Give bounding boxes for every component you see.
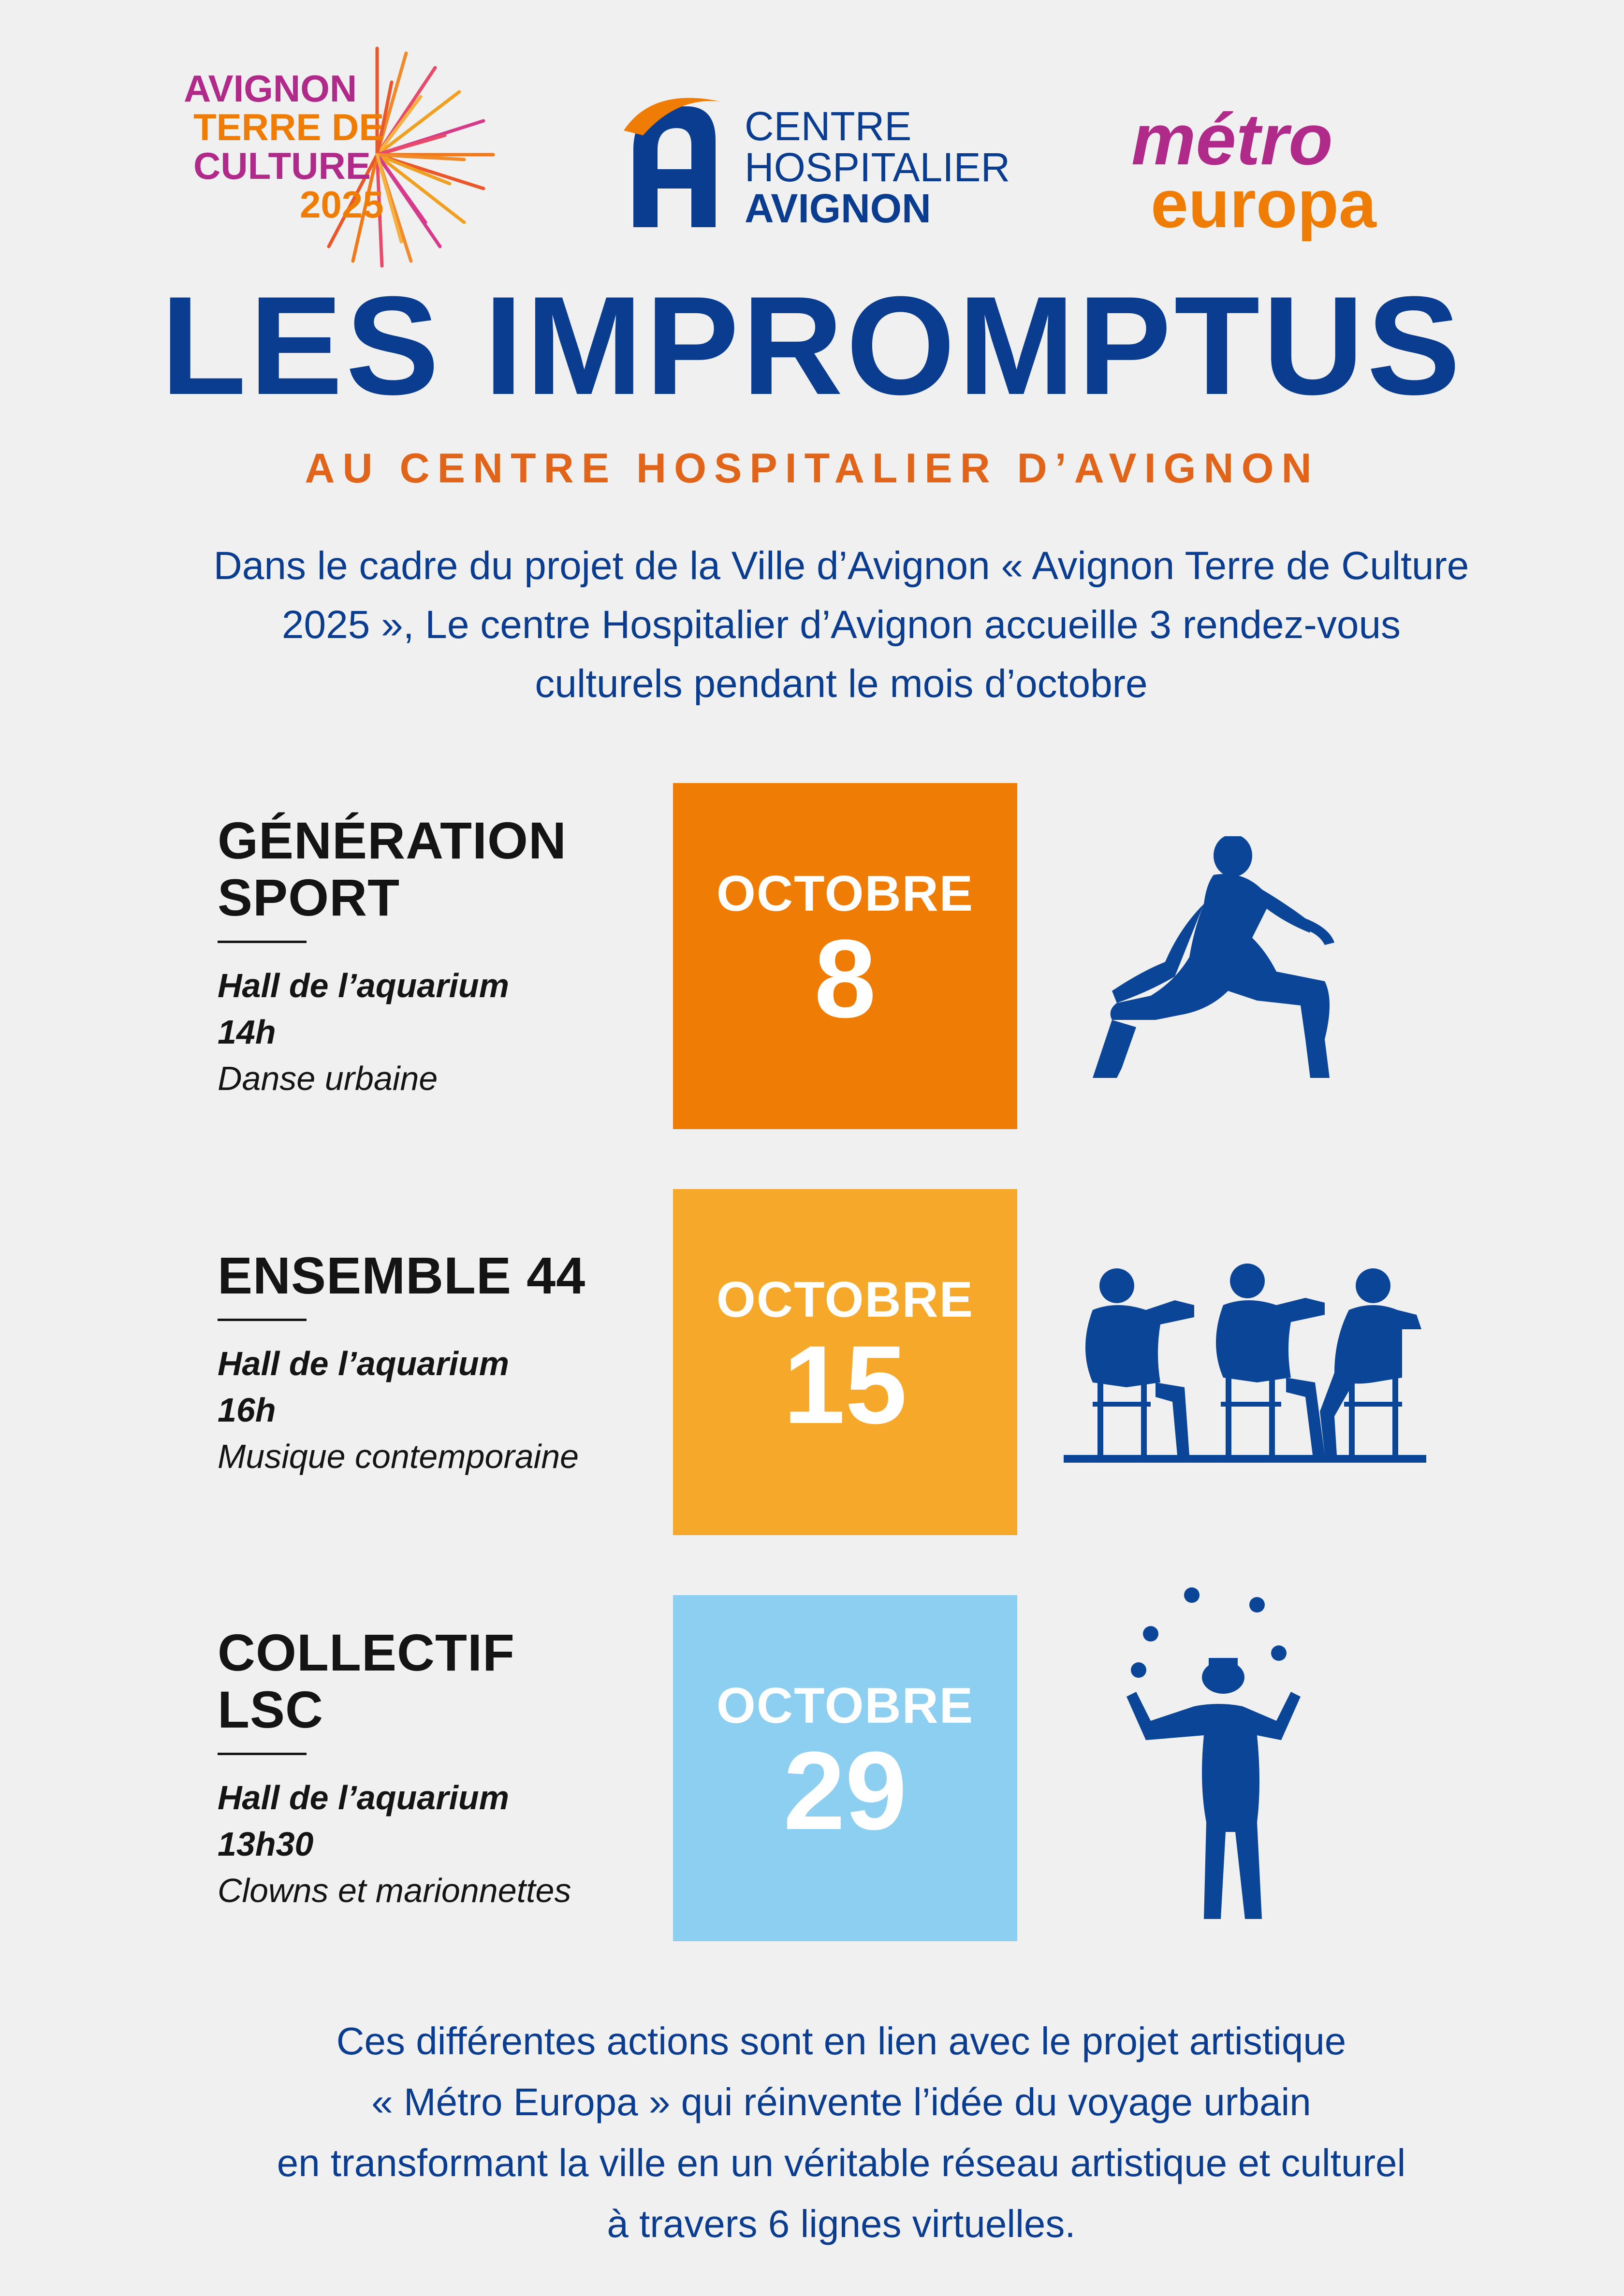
event-3-details <box>218 1624 653 1914</box>
svg-text:AVIGNON: AVIGNON <box>184 67 357 110</box>
divider <box>218 1753 307 1755</box>
event-kind: Danse urbaine <box>218 1060 438 1097</box>
event-title: GÉNÉRATION <box>218 811 567 870</box>
page-subtitle: AU CENTRE HOSPITALIER D’AVIGNON <box>305 445 1319 492</box>
date-day: 29 <box>783 1729 907 1853</box>
date-month: OCTOBRE <box>716 1678 974 1734</box>
intro-paragraph: Dans le cadre du projet de la Ville d’Avignon « Avignon Terre de Culture 2025 », Le centre Hospitalier d’Avignon accueille 3 rendez-vous culturels pendant le mois d’octobre <box>213 544 1469 706</box>
ch-monogram-icon <box>624 98 720 228</box>
dancer-icon <box>1083 836 1344 1097</box>
event-time: 14h <box>218 1013 276 1051</box>
centre-hospitalier-logo <box>624 92 1039 237</box>
event-title: LSC <box>218 1680 323 1739</box>
svg-text:europa: europa <box>1151 166 1376 242</box>
event-time: 13h30 <box>218 1825 314 1863</box>
event-kind: Clowns et marionnettes <box>218 1872 571 1909</box>
date-day: 8 <box>814 916 876 1041</box>
date-box-3 <box>673 1595 1017 1941</box>
event-venue: Hall de l’aquarium <box>218 967 509 1004</box>
event-kind: Musique contemporaine <box>218 1438 579 1475</box>
svg-text:métro: métro <box>1131 102 1333 180</box>
svg-text:CULTURE: CULTURE <box>193 145 371 187</box>
date-month: OCTOBRE <box>716 1272 974 1328</box>
divider <box>218 941 307 943</box>
metro-europa-logo <box>1131 102 1421 242</box>
event-time: 16h <box>218 1391 276 1429</box>
svg-text:HOSPITALIER: HOSPITALIER <box>745 145 1010 190</box>
svg-text:CENTRE: CENTRE <box>745 103 912 149</box>
juggler-icon <box>1122 1581 1305 1929</box>
footer-paragraph: Ces différentes actions sont en lien avec le projet artistique « Métro Europa » qui réinvente l’idée du voyage urbain en transformant la ville en un véritable réseau artistique et culturel à travers 6 lignes virtuelles. <box>277 2020 1406 2245</box>
starburst-icon <box>174 39 512 271</box>
event-venue: Hall de l’aquarium <box>218 1345 509 1382</box>
page-title: LES IMPROMPTUS <box>161 267 1463 424</box>
avignon-terre-de-culture-logo <box>174 39 512 271</box>
event-venue: Hall de l’aquarium <box>218 1779 509 1816</box>
divider <box>218 1319 307 1321</box>
date-box-2 <box>673 1189 1017 1535</box>
svg-text:TERRE DE: TERRE DE <box>193 106 384 148</box>
svg-text:AVIGNON: AVIGNON <box>745 186 931 231</box>
date-month: OCTOBRE <box>716 866 974 922</box>
event-title: ENSEMBLE 44 <box>218 1246 586 1305</box>
event-title: SPORT <box>218 868 400 927</box>
date-box-1 <box>673 783 1017 1129</box>
violinists-icon <box>1064 1257 1431 1469</box>
event-1-details <box>218 812 653 1102</box>
event-2-details <box>218 1247 653 1480</box>
event-title: COLLECTIF <box>218 1623 515 1682</box>
svg-text:2025: 2025 <box>300 183 384 226</box>
date-day: 15 <box>783 1322 907 1447</box>
